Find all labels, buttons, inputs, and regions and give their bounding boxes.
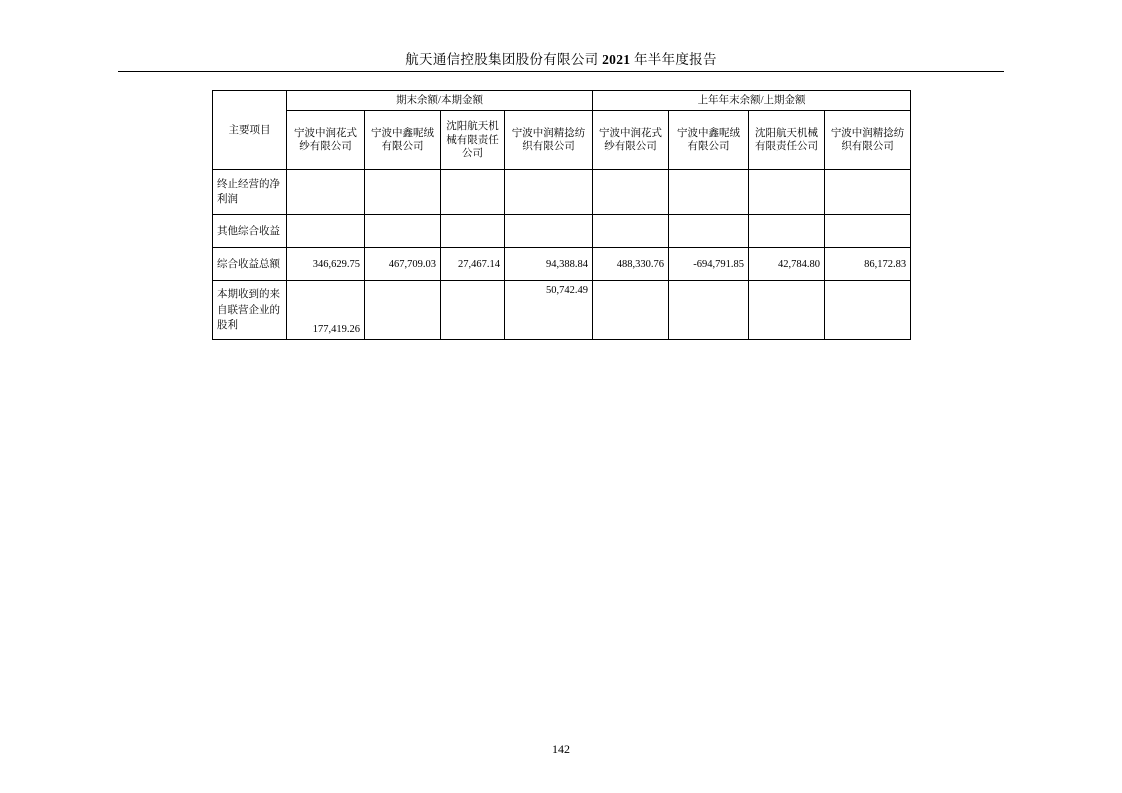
row-label: 本期收到的来自联营企业的股利 [213, 281, 287, 340]
table-row [213, 281, 911, 340]
row-value: 346,629.75 [287, 248, 365, 281]
row-value [365, 215, 441, 248]
row-value: 94,388.84 [505, 248, 593, 281]
header-col-7: 宁波中润精捻纺织有限公司 [825, 111, 911, 170]
row-value [441, 170, 505, 215]
row-value [593, 170, 669, 215]
row-label: 其他综合收益 [213, 215, 287, 248]
header-year: 2021 [602, 52, 631, 67]
row-value [825, 170, 911, 215]
table-row [213, 248, 911, 281]
table-group-header-row [213, 91, 911, 111]
row-value: 27,467.14 [441, 248, 505, 281]
header-col-4: 宁波中润花式纱有限公司 [593, 111, 669, 170]
row-value: 488,330.76 [593, 248, 669, 281]
page-number: 142 [552, 742, 570, 756]
table-row [213, 215, 911, 248]
header-col-3: 宁波中润精捻纺织有限公司 [505, 111, 593, 170]
header-col-5: 宁波中鑫呢绒有限公司 [669, 111, 749, 170]
row-value: -694,791.85 [669, 248, 749, 281]
row-value [749, 170, 825, 215]
row-value: 50,742.49 [505, 281, 593, 340]
header-col-6: 沈阳航天机械有限责任公司 [749, 111, 825, 170]
financial-table-container [212, 90, 910, 340]
running-header [118, 48, 1004, 68]
row-value [365, 170, 441, 215]
row-label: 综合收益总额 [213, 248, 287, 281]
row-label: 终止经营的净利润 [213, 170, 287, 215]
header-group-previous: 上年年末余额/上期金额 [593, 91, 911, 111]
row-value [749, 281, 825, 340]
row-value: 177,419.26 [287, 281, 365, 340]
header-col-0: 宁波中润花式纱有限公司 [287, 111, 365, 170]
row-value [669, 170, 749, 215]
row-value [505, 215, 593, 248]
row-value: 86,172.83 [825, 248, 911, 281]
row-value [287, 170, 365, 215]
header-col-2: 沈阳航天机械有限责任公司 [441, 111, 505, 170]
row-value [441, 215, 505, 248]
header-title: 年半年度报告 [630, 52, 717, 67]
row-value [669, 215, 749, 248]
row-value: 467,709.03 [365, 248, 441, 281]
row-value [593, 281, 669, 340]
header-company: 航天通信控股集团股份有限公司 [405, 52, 603, 67]
header-divider [118, 71, 1004, 72]
row-value [825, 281, 911, 340]
row-value [365, 281, 441, 340]
row-value [505, 170, 593, 215]
header-group-current: 期末余额/本期金额 [287, 91, 593, 111]
row-value [669, 281, 749, 340]
row-value [287, 215, 365, 248]
table-column-header-row [213, 111, 911, 170]
row-value: 42,784.80 [749, 248, 825, 281]
row-value [441, 281, 505, 340]
financial-table [212, 90, 911, 340]
table-row [213, 170, 911, 215]
row-value [593, 215, 669, 248]
header-col-1: 宁波中鑫呢绒有限公司 [365, 111, 441, 170]
row-value [825, 215, 911, 248]
header-cell-item: 主要项目 [213, 91, 287, 170]
row-value [749, 215, 825, 248]
